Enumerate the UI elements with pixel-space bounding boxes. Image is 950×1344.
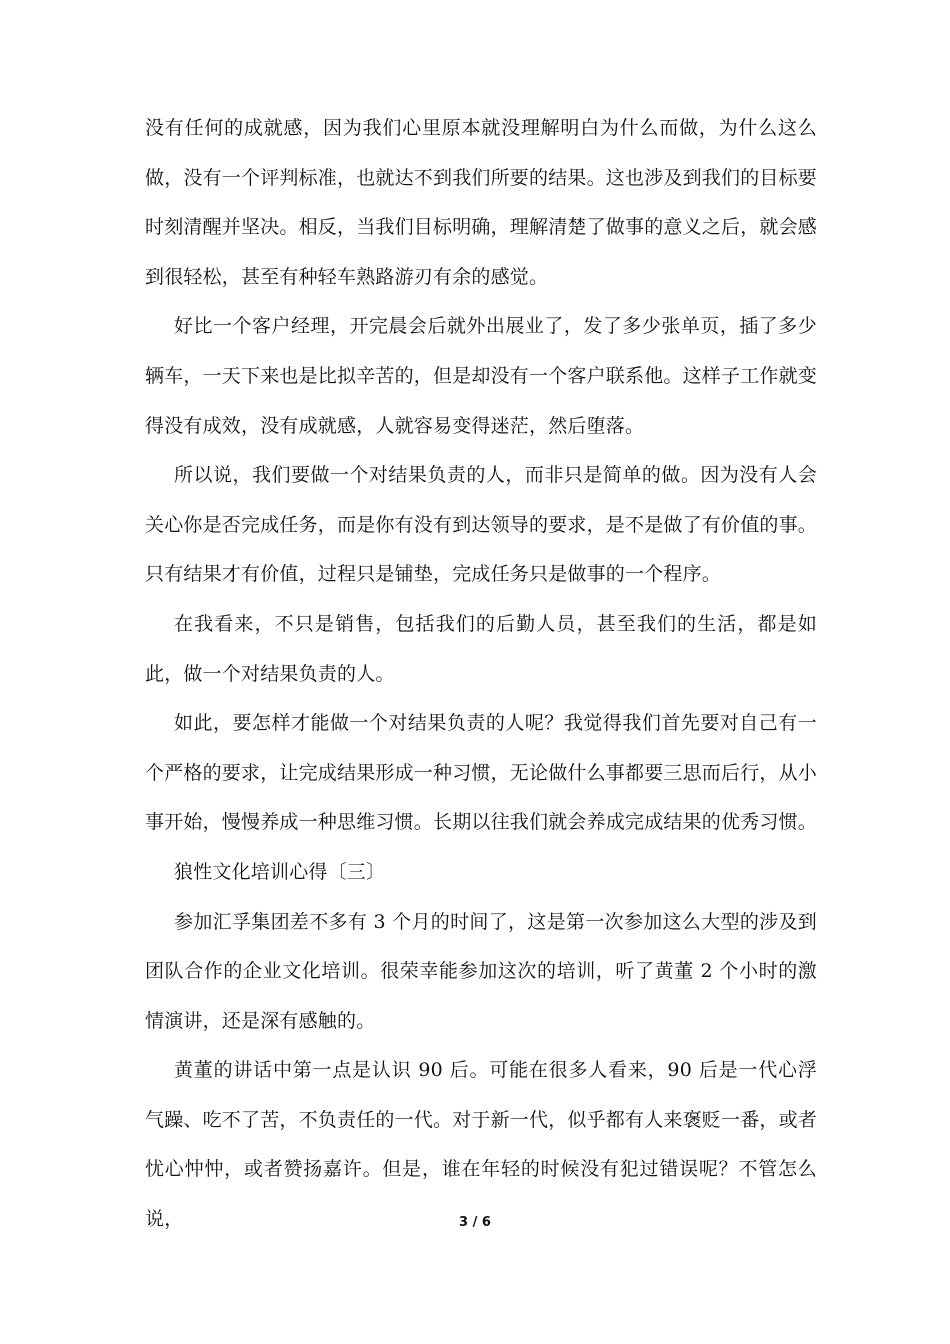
paragraph-6: 参加汇孚集团差不多有 3 个月的时间了，这是第一次参加这么大型的涉及到团队合作的企业文化培训。很荣幸能参加这次的培训，听了黄董 2 个小时的激情演讲，还是深有感触的。 (145, 910, 817, 1032)
page-number: 3 / 6 (459, 1215, 491, 1230)
paragraph-4: 在我看来，不只是销售，包括我们的后勤人员，甚至我们的生活，都是如此，做一个对结果负责的人。 (145, 612, 817, 685)
paragraph-7: 黄董的讲话中第一点是认识 90 后。可能在很多人看来，90 后是一代心浮气躁、吃不了苦，不负责任的一代。对于新一代，似乎都有人来褒贬一番，或者忧心忡忡，或者赞扬嘉许。但是，谁在年轻的时候没有犯过错误呢？不管怎么说， (145, 1059, 818, 1231)
body-text (145, 104, 817, 1245)
paragraph-5: 如此，要怎样才能做一个对结果负责的人呢？我觉得我们首先要对自己有一个严格的要求，让完成结果形成一种习惯，无论做什么事都要三思而后行，从小事开始，慢慢养成一种思维习惯。长期以往我们就会养成完成结果的优秀习惯。 (145, 712, 818, 834)
paragraph-2: 好比一个客户经理，开完晨会后就外出展业了，发了多少张单页，插了多少辆车，一天下来也是比拟辛苦的，但是却没有一个客户联系他。这样子工作就变得没有成效，没有成就感，人就容易变得迷茫，然后堕落。 (145, 315, 818, 437)
section-heading: 狼性文化培训心得〔三〕 (174, 860, 386, 883)
paragraph-3: 所以说，我们要做一个对结果负责的人，而非只是简单的做。因为没有人会关心你是否完成任务，而是你有没有到达领导的要求，是不是做了有价值的事。只有结果才有价值，过程只是铺垫，完成任务只是做事的一个程序。 (145, 464, 818, 586)
paragraph-1: 没有任何的成就感，因为我们心里原本就没理解明白为什么而做，为什么这么做，没有一个评判标准，也就达不到我们所要的结果。这也涉及到我们的目标要时刻清醒并坚决。相反，当我们目标明确，理解清楚了做事的意义之后，就会感到很轻松，甚至有种轻车熟路游刃有余的感觉。 (145, 117, 818, 288)
